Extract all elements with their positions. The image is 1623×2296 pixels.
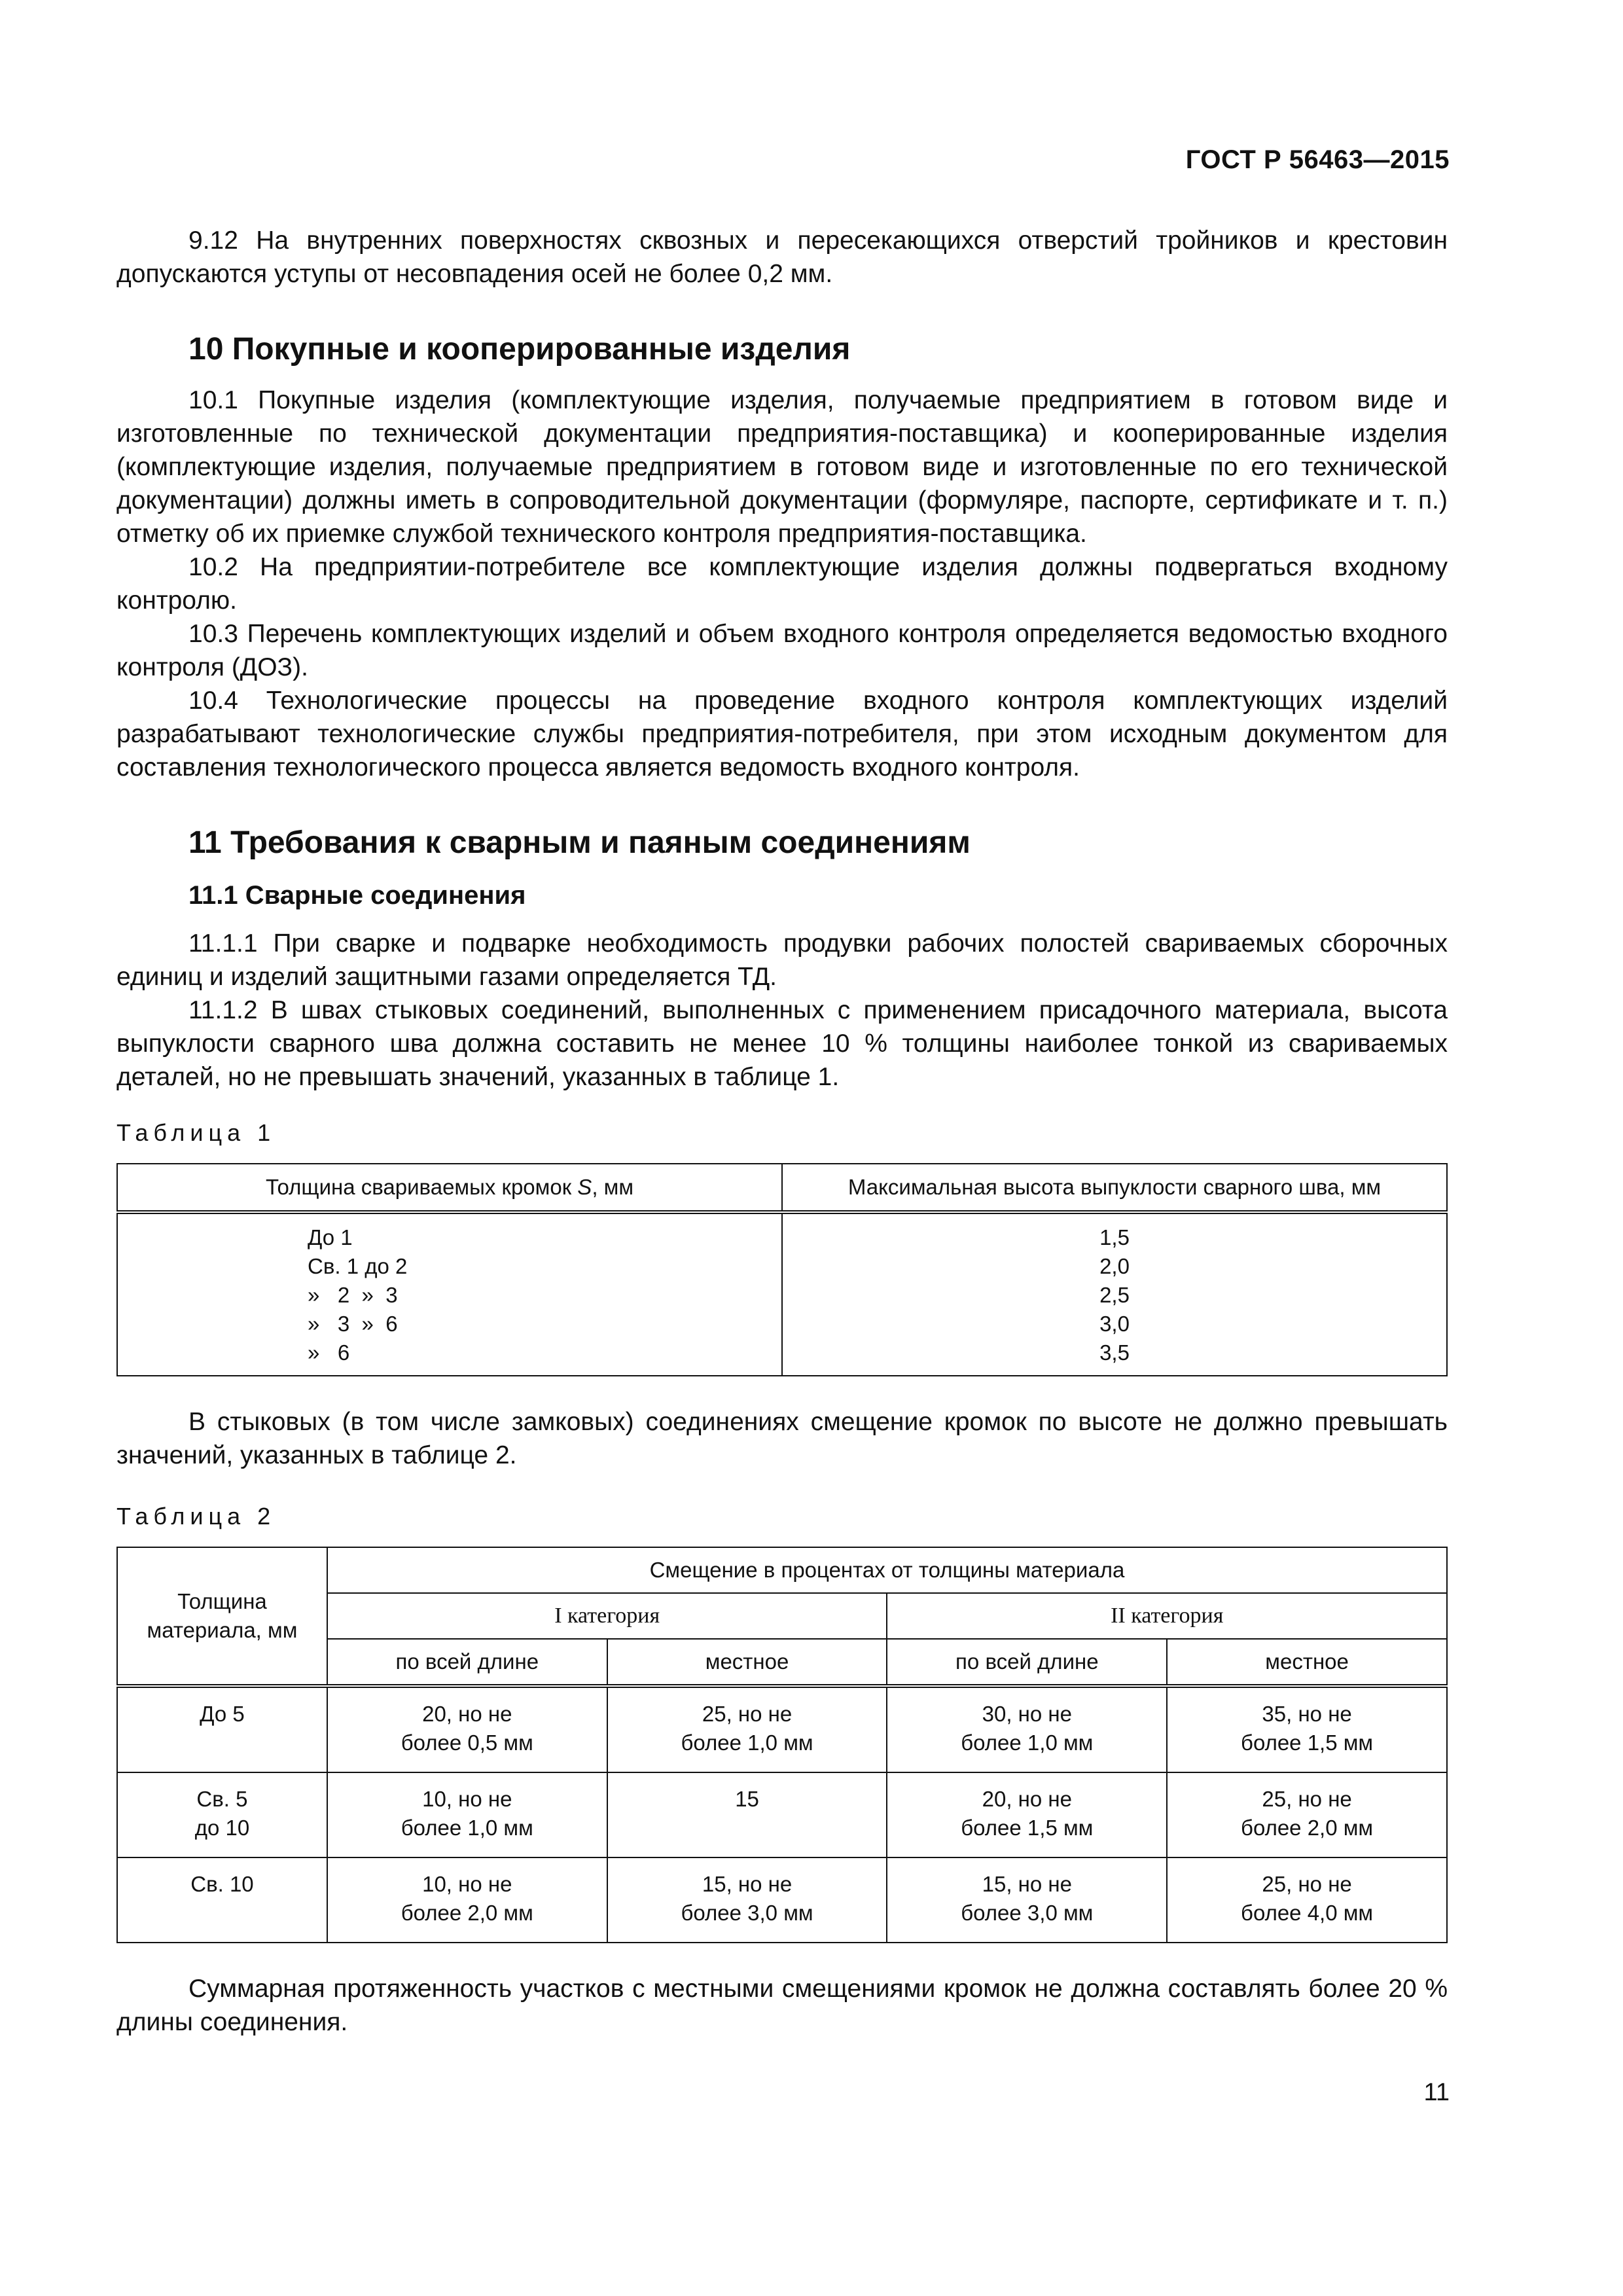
table-cell: До 1 (308, 1225, 353, 1249)
table-2-header-cat1-local: местное (607, 1639, 887, 1686)
table-2 (116, 1547, 1448, 1943)
paragraph-10-1: 10.1 Покупные изделия (комплектующие изделия, получаемые предприятием в готовом виде и изготовленные по технической документации предприятия-поставщика) и кооперированные изделия (комплектующие изделия, получаемые предприятием в готовом виде и изготовленные по его технической документации) должны иметь в сопроводительной документации (формуляре, паспорте, сертификате и т. п.) отметку об их приемке службой технического контроля предприятия-поставщика. (116, 386, 1448, 548)
table-2-header-cat1-full: по всей длине (327, 1639, 607, 1686)
page-number: 11 (1423, 2079, 1450, 2106)
table-2-header-cat2-full: по всей длине (887, 1639, 1167, 1686)
table-2-header-category-1: I категория (327, 1593, 887, 1639)
table-1-body (117, 1212, 1447, 1376)
table-cell: » 2 » 3 (308, 1283, 398, 1307)
table-row (117, 1772, 1447, 1857)
table-1-caption: Таблица 1 (116, 1119, 276, 1146)
paragraph-10-2: 10.2 На предприятии-потребителе все комплектующие изделия должны подвергаться входному контролю. (116, 553, 1448, 615)
table-cell: Св. 5 до 10 (117, 1772, 327, 1857)
table-cell: 2,0 (1099, 1254, 1130, 1278)
table-2-caption: Таблица 2 (116, 1503, 276, 1530)
paragraph-10-4: 10.4 Технологические процессы на проведение входного контроля комплектующих изделий разрабатывают технологические службы предприятия-потребителя, при этом исходным документом для составления технологического процесса является ведомость входного контроля. (116, 687, 1448, 781)
table-cell: 3,0 (1099, 1312, 1130, 1336)
table-cell: 30, но не более 1,0 мм (887, 1686, 1167, 1772)
page-content (116, 224, 1448, 2039)
table-cell: 1,5 (1099, 1225, 1130, 1249)
table-cell: 25, но не более 4,0 мм (1167, 1857, 1447, 1943)
table-2-header-offset: Смещение в процентах от толщины материала (327, 1547, 1447, 1593)
table-cell: 20, но не более 0,5 мм (327, 1686, 607, 1772)
table-cell: Св. 10 (117, 1857, 327, 1943)
table-1 (116, 1163, 1448, 1376)
table-cell: » 6 (308, 1340, 350, 1365)
paragraph-11-1-2: 11.1.2 В швах стыковых соединений, выполненных с применением присадочного материала, высота выпуклости сварного шва должна составить не менее 10 % толщины наиболее тонкой из свариваемых деталей, но не превышать значений, указанных в таблице 1. (116, 996, 1448, 1091)
table-cell: Св. 1 до 2 (308, 1254, 408, 1278)
table-1-thickness-cell (117, 1212, 782, 1376)
table-2-header-cat2-local: местное (1167, 1639, 1447, 1686)
table-cell: 10, но не более 2,0 мм (327, 1857, 607, 1943)
table-cell: 15 (607, 1772, 887, 1857)
table-cell: 25, но не более 1,0 мм (607, 1686, 887, 1772)
paragraph-9-12: 9.12 На внутренних поверхностях сквозных и пересекающихся отверстий тройников и крестовин допускаются уступы от несовпадения осей не более 0,2 мм. (116, 226, 1448, 288)
table-2-header-category-2: II категория (887, 1593, 1447, 1639)
table-row (117, 1857, 1447, 1943)
table-cell: 10, но не более 1,0 мм (327, 1772, 607, 1857)
standard-code: ГОСТ Р 56463—2015 (1185, 145, 1450, 174)
table-1-header-thickness: Толщина свариваемых кромок S, мм (117, 1164, 782, 1212)
table-row (117, 1686, 1447, 1772)
section-11-heading: 11 Требования к сварным и паяным соединениям (188, 825, 971, 860)
subsection-11-1-heading: 11.1 Сварные соединения (188, 881, 526, 910)
table-cell: 35, но не более 1,5 мм (1167, 1686, 1447, 1772)
table-2-header-thickness: Толщина материала, мм (117, 1547, 327, 1686)
paragraph-10-3: 10.3 Перечень комплектующих изделий и объем входного контроля определяется ведомостью входного контроля (ДОЗ). (116, 620, 1448, 681)
table-cell: 15, но не более 3,0 мм (607, 1857, 887, 1943)
section-10-heading: 10 Покупные и кооперированные изделия (188, 332, 851, 367)
table-cell: 15, но не более 3,0 мм (887, 1857, 1167, 1943)
table-cell: 2,5 (1099, 1283, 1130, 1307)
paragraph-after-table-1: В стыковых (в том числе замковых) соединениях смещение кромок по высоте не должно превышать значений, указанных в таблице 2. (116, 1408, 1448, 1469)
paragraph-11-1-1: 11.1.1 При сварке и подварке необходимость продувки рабочих полостей свариваемых сборочных единиц и изделий защитными газами определяется ТД. (116, 929, 1448, 991)
table-1-header-height: Максимальная высота выпуклости сварного шва, мм (782, 1164, 1447, 1212)
table-cell: 3,5 (1099, 1340, 1130, 1365)
table-cell: 20, но не более 1,5 мм (887, 1772, 1167, 1857)
table-1-height-cell (782, 1212, 1447, 1376)
table-cell: До 5 (117, 1686, 327, 1772)
table-cell: 25, но не более 2,0 мм (1167, 1772, 1447, 1857)
paragraph-final: Суммарная протяженность участков с местными смещениями кромок не должна составлять более 20 % длины соединения. (116, 1975, 1448, 2036)
table-cell: » 3 » 6 (308, 1312, 398, 1336)
